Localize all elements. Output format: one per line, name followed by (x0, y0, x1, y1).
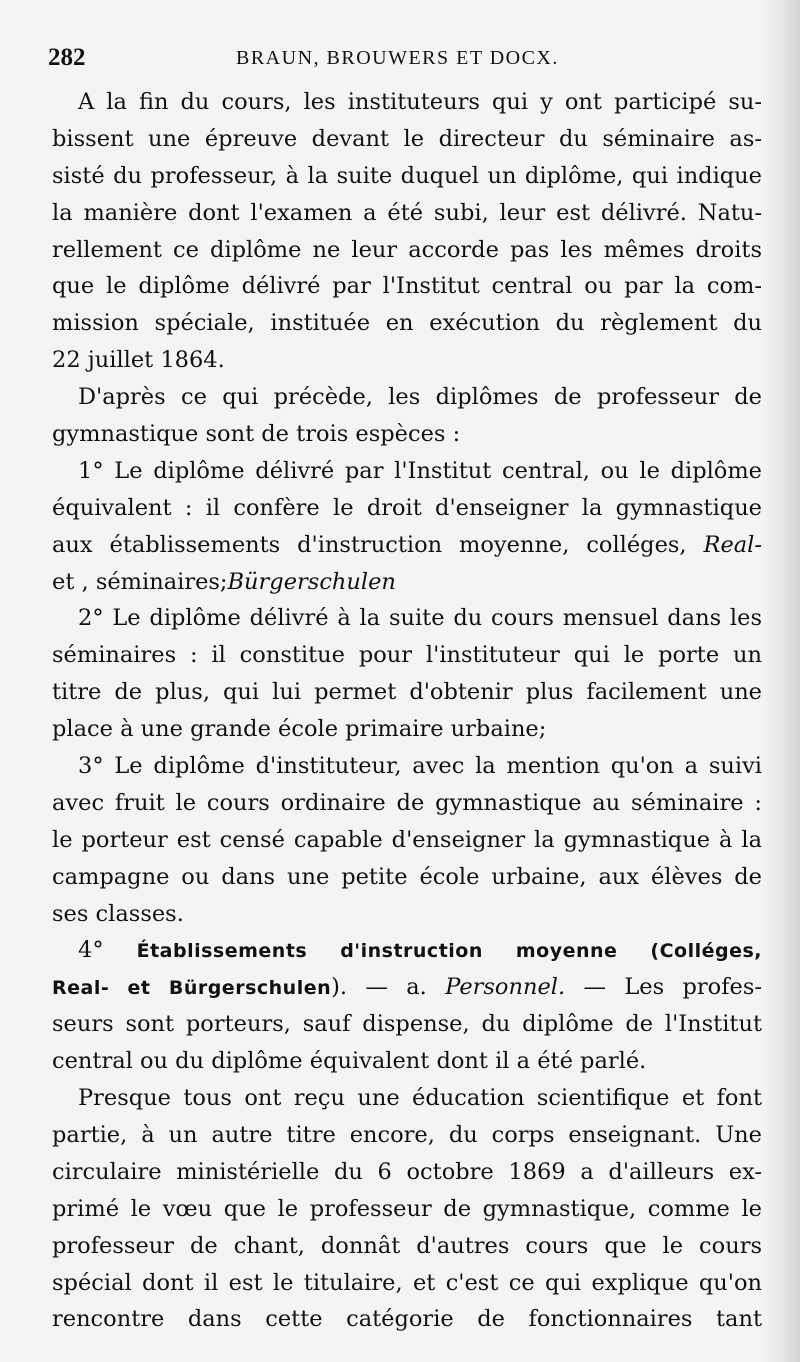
line-text: Presque tous ont reçu une éducation scientifique et font (78, 1085, 762, 1112)
text-line (52, 268, 762, 305)
line-text: rencontre dans cette catégorie de fonctionnaires tant (52, 1306, 762, 1333)
line-text: avec fruit le cours ordinaire de gymnastique au séminaire : (52, 789, 762, 816)
text-line (52, 1265, 762, 1302)
text-line (52, 1117, 762, 1154)
text-line (52, 785, 762, 822)
text-line (52, 674, 762, 711)
text-line (52, 564, 762, 601)
text-line (52, 932, 762, 969)
line-text: sisté du professeur, à la suite duquel un diplôme, qui indique (52, 162, 762, 189)
text-line (52, 1228, 762, 1265)
body-text (52, 84, 762, 1338)
text-line (52, 1191, 762, 1228)
line-text: 1° Le diplôme délivré par l'Institut central, ou le diplôme (78, 457, 762, 484)
line-text: primé le vœu que le professeur de gymnastique, comme le (52, 1195, 762, 1222)
text-line (52, 637, 762, 674)
text-line (52, 342, 762, 379)
italic-text: Real- (703, 531, 762, 558)
section-heading: Établissements d'instruction moyenne (Colléges, (136, 940, 762, 963)
line-text: mission spéciale, instituée en exécution du règlement du (52, 310, 762, 337)
line-text: spécial dont il est le titulaire, et c'est ce qui explique qu'on (52, 1269, 762, 1296)
text-line (52, 1080, 762, 1117)
page-number: 282 (48, 44, 86, 71)
line-text: équivalent : il confère le droit d'enseigner la gymnastique (52, 494, 762, 521)
line-text: gymnastique sont de trois espèces : (52, 421, 461, 448)
line-text: central ou du diplôme équivalent dont il a été parlé. (52, 1048, 647, 1075)
line-text: 4° (78, 937, 137, 964)
text-line (52, 195, 762, 232)
line-text: la manière dont l'examen a été subi, leur est délivré. Natu- (52, 199, 762, 226)
line-text: seurs sont porteurs, sauf dispense, du diplôme de l'Institut (52, 1011, 762, 1038)
line-text: , séminaires; (81, 568, 228, 595)
text-line (52, 1154, 762, 1191)
section-heading: Real- et Bürgerschulen (52, 977, 332, 1000)
italic-text: Bürgerschulen (227, 568, 396, 595)
page-edge-shadow (762, 0, 800, 1362)
line-text: D'après ce qui précède, les diplômes de professeur de (78, 384, 762, 411)
text-line (52, 822, 762, 859)
text-line (52, 453, 762, 490)
text-line (52, 1006, 762, 1043)
page-header (48, 44, 760, 76)
line-text: partie, à un autre titre encore, du corps enseignant. Une (52, 1121, 762, 1148)
line-text: A la fin du cours, les instituteurs qui y ont participé su- (78, 89, 762, 115)
line-text: ses classes. (52, 900, 184, 927)
text-line (52, 600, 762, 637)
line-text: 2° Le diplôme délivré à la suite du cours mensuel dans les (78, 605, 762, 632)
text-line (52, 379, 762, 416)
line-text: — Les profes- (565, 974, 762, 1001)
line-text: 22 juillet 1864. (52, 347, 225, 374)
line-text: le porteur est censé capable d'enseigner la gymnastique à la (52, 826, 762, 853)
text-line (52, 1301, 762, 1338)
italic-text: Personnel. (445, 974, 566, 1001)
line-text: circulaire ministérielle du 6 octobre 1869 a d'ailleurs ex- (52, 1158, 762, 1185)
text-line (52, 305, 762, 342)
running-head: BRAUN, BROUWERS ET DOCX. (236, 47, 559, 69)
line-text: rellement ce diplôme ne leur accorde pas les mêmes droits (52, 236, 762, 263)
text-line (52, 121, 762, 158)
text-line (52, 416, 762, 453)
line-text: titre de plus, qui lui permet d'obtenir plus facilement une (52, 679, 762, 706)
line-text: 3° Le diplôme d'instituteur, avec la mention qu'on a suivi (78, 753, 762, 780)
text-line (52, 527, 762, 564)
line-text: professeur de chant, donnât d'autres cours que le cours (52, 1232, 762, 1259)
line-text: et (52, 568, 82, 595)
line-text: aux établissements d'instruction moyenne, colléges, (52, 531, 704, 558)
line-text: place à une grande école primaire urbaine; (52, 716, 547, 743)
text-line (52, 896, 762, 933)
line-text: campagne ou dans une petite école urbaine, aux élèves de (52, 863, 762, 890)
text-line (52, 711, 762, 748)
text-line (52, 158, 762, 195)
text-line (52, 490, 762, 527)
line-text: séminaires : il constitue pour l'instituteur qui le porte un (52, 642, 762, 669)
text-line (52, 859, 762, 896)
text-line (52, 969, 762, 1006)
line-text: que le diplôme délivré par l'Institut central ou par la com- (52, 273, 762, 300)
text-line (52, 748, 762, 785)
text-line (52, 232, 762, 269)
text-line (52, 84, 762, 121)
text-line (52, 1043, 762, 1080)
line-text: ). — a. (331, 974, 446, 1001)
line-text: bissent une épreuve devant le directeur du séminaire as- (52, 125, 762, 152)
